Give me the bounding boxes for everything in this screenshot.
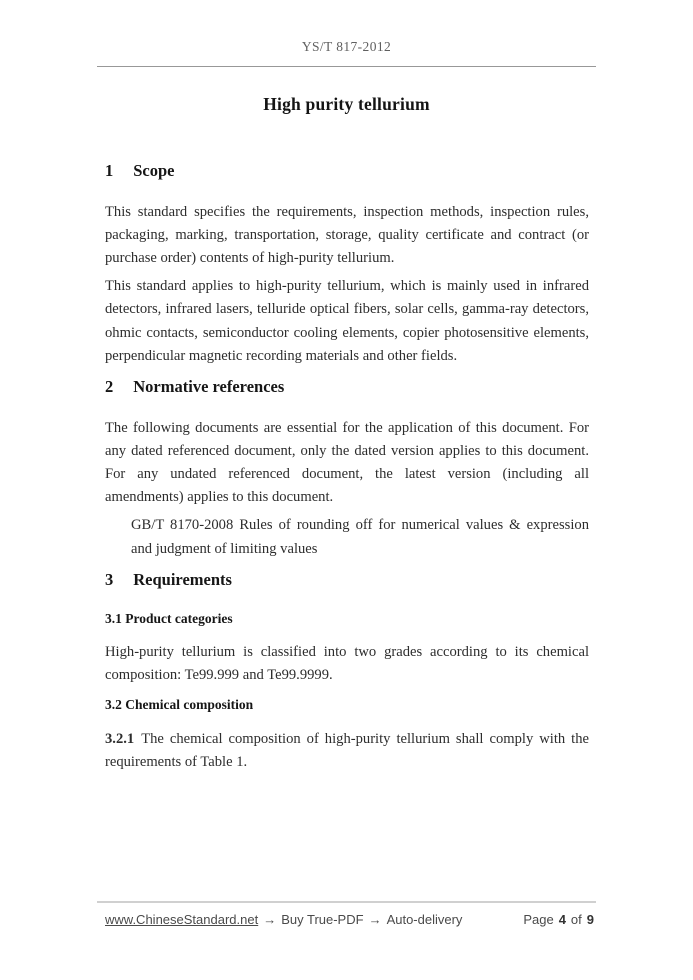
clause-3-2-1-number: 3.2.1 — [105, 731, 135, 748]
subsection-3-1-heading: 3.1 Product categories — [105, 610, 233, 626]
footer-promo — [97, 912, 462, 927]
section-1-heading — [105, 161, 589, 182]
footer-step-buy: Buy True-PDF — [281, 912, 364, 927]
of-label: of — [570, 912, 582, 927]
section-1-number: 1 — [105, 161, 114, 180]
section-3-heading — [105, 570, 589, 591]
total-pages-number: 9 — [586, 912, 594, 927]
paragraph: High-purity tellurium is classified into two grades according to its chemical composition: Te99.999 and Te99.9999. — [105, 644, 589, 684]
page-indicator — [518, 912, 596, 927]
doc-number: YS/T 817-2012 — [301, 39, 392, 54]
paragraph: This standard specifies the requirements, inspection methods, inspection rules, packaging, marking, transportation, storage, quality certificate and contract (or purchase order) contents of high-purity tellurium. — [105, 203, 589, 267]
reference-entry: GB/T 8170-2008 Rules of rounding off for numerical values & expression and judgment of limiting values — [131, 517, 589, 557]
header-rule — [97, 66, 596, 67]
doc-title: High purity tellurium — [263, 94, 430, 114]
clause-3-2-1-text: The chemical composition of high-purity tellurium shall comply with the requirements of Table 1. — [105, 731, 589, 771]
page-header — [0, 0, 693, 67]
page-footer — [97, 901, 596, 927]
section-3-number: 3 — [105, 569, 114, 589]
section-2-title: Normative references — [133, 377, 285, 397]
page-label: Page — [523, 912, 554, 927]
document-content — [0, 161, 693, 774]
paragraph: The following documents are essential for the application of this document. For any dated referenced document, only the dated version applies to this document. For any undated referenced document, the latest version (including all amendments) applies to this document. — [105, 419, 589, 506]
site-link[interactable]: www.ChineseStandard.net — [105, 912, 259, 927]
section-3-title: Requirements — [133, 569, 232, 589]
paragraph: This standard applies to high-purity tellurium, which is mainly used in infrared detectors, infrared lasers, telluride optical fibers, solar cells, gamma-ray detectors, ohmic contacts, semiconductor cooling elements, copier photosensitive elements, perpendicular magnetic recording materials and other fields. — [105, 278, 589, 364]
footer-step-delivery: Auto-delivery — [386, 912, 463, 927]
section-2-heading — [105, 377, 589, 398]
current-page-number: 4 — [558, 912, 566, 927]
section-1-title: Scope — [133, 161, 175, 180]
clause-3-2-1-paragraph — [105, 728, 589, 774]
arrow-right-icon: → — [368, 912, 382, 927]
section-2-number: 2 — [105, 377, 114, 397]
arrow-right-icon: → — [263, 912, 277, 927]
subsection-3-2-heading: 3.2 Chemical composition — [105, 697, 254, 713]
